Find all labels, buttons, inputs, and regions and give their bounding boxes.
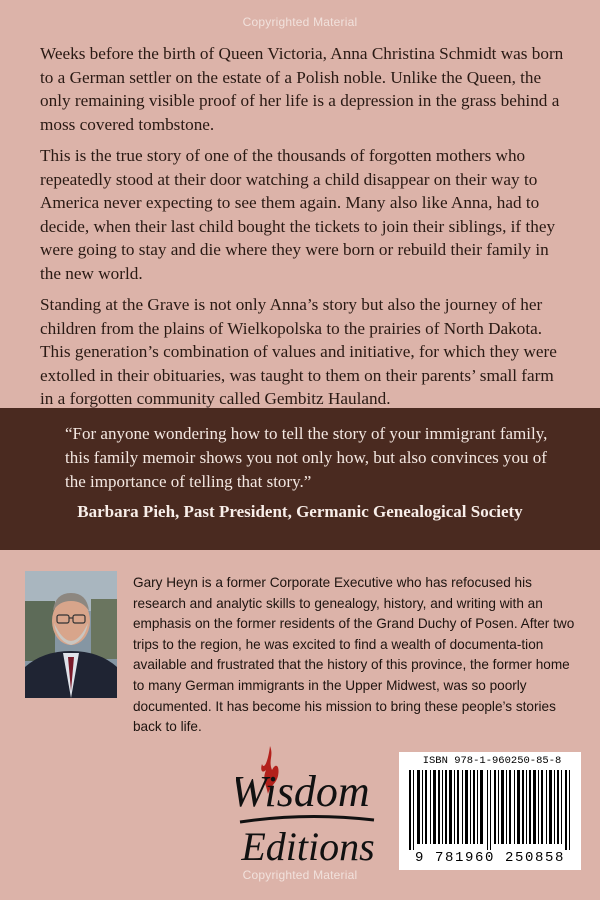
- endorsement-quote: “For anyone wondering how to tell the story of your immigrant family, this family memoir shows you not only how, but also convinces you of the importance of telling that story.”: [65, 424, 548, 491]
- blurb-paragraph: Standing at the Grave is not only Anna’s story but also the journey of her children from the plains of Wielkopolska to the prairies of North Dakota. This generation’s combination of values and initiative, for which they were extolled in their obituaries, was taught to them on their parents’ small farm in a forgotten community called Gembitz Hauland.: [40, 295, 557, 408]
- publisher-name-line2: Editions: [241, 824, 375, 869]
- blurb-paragraph: This is the true story of one of the thousands of forgotten mothers who repeatedly stood at their door watching a child disappear on their way to America never expecting to see them again. Many also like Anna, had to decide, when their last child bought the tickets to join their siblings, if they were going to stay and die where they were born or rebuild their family in the new world.: [40, 146, 556, 283]
- logo-swash: [240, 816, 374, 822]
- ean-digits: 9 781960 250858: [414, 850, 566, 866]
- author-bio: Gary Heyn is a former Corporate Executive who has refocused his research and analytic skills to genealogy, history, and writing with an emphasis on the former residents of the Grand Duchy of Posen. After two trips to the region, he was excited to find a wealth of documenta-tion available and frustrated that the history of this province, the former home to many German immigrants in the Upper Midwest, was so poorly documented. It has become his mission to bring these people’s stories back to life.: [133, 575, 575, 735]
- isbn-label: ISBN 978-1-960250-85-8: [422, 755, 562, 767]
- barcode-bars: [407, 770, 573, 850]
- publisher-logo: [236, 740, 378, 880]
- isbn-barcode: [399, 752, 581, 870]
- author-photo: [25, 571, 117, 698]
- publisher-name-line1: Wisdom: [236, 767, 370, 816]
- endorsement-band: [0, 408, 600, 550]
- copyright-watermark-bottom: Copyrighted Material: [242, 868, 358, 882]
- copyright-watermark-top: Copyrighted Material: [242, 15, 358, 29]
- blurb-paragraph: Weeks before the birth of Queen Victoria, Anna Christina Schmidt was born to a German settler on the estate of a Polish noble. Unlike the Queen, the only remaining visible proof of her life is a depression in the grass behind a moss covered tombstone.: [40, 44, 564, 134]
- endorsement-attribution: Barbara Pieh, Past President, Germanic Genealogical Society: [77, 502, 523, 521]
- back-cover-blurb: [40, 42, 570, 419]
